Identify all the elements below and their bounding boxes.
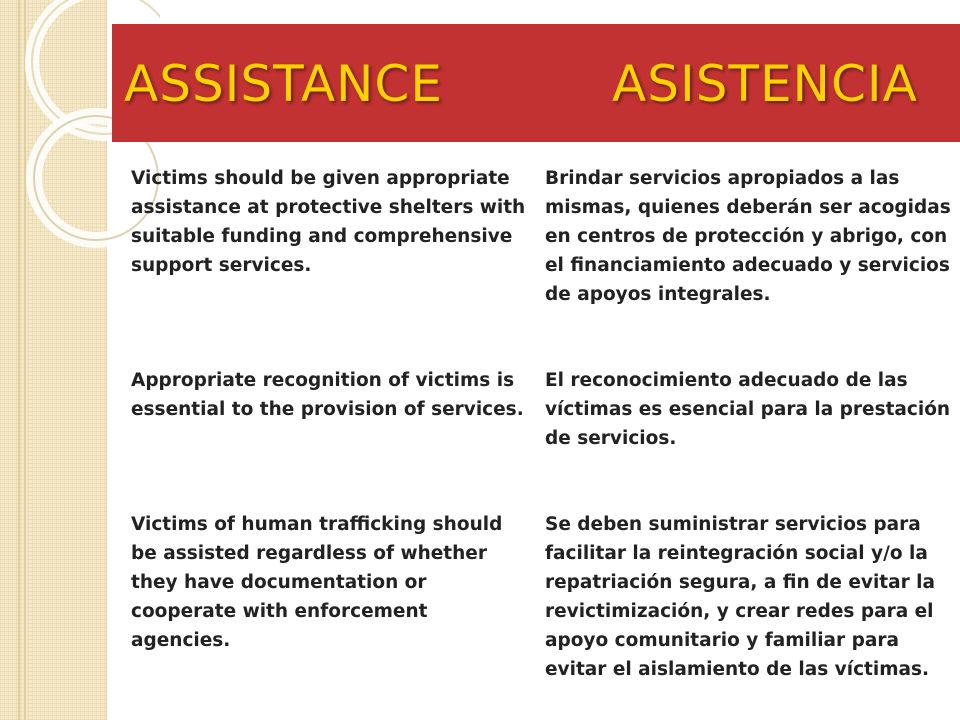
title-spanish: ASISTENCIA	[612, 55, 918, 113]
paragraph-english-3: Victims of human trafficking should be assisted regardless of whether they have documentation or cooperate with enforcement agencies.	[131, 514, 503, 651]
title-english: ASSISTANCE	[124, 55, 443, 113]
paragraph-spanish-3: Se deben suministrar servicios para facilitar la reintegración social y/o la repatriación segura, a fin de evitar la revictimización, y crear redes para el apoyo comunitario y familiar para evitar el aislamiento de las víctimas.	[545, 514, 936, 680]
paragraph-spanish-2: El reconocimiento adecuado de las víctimas es esencial para la prestación de servicios.	[545, 370, 951, 449]
paragraph-spanish-1: Brindar servicios apropiados a las mismas, quienes deberán ser acogidas en centros de protección y abrigo, con el financiamiento adecuado y servicios de apoyos integrales.	[545, 168, 951, 305]
paragraph-english-1: Victims should be given appropriate assistance at protective shelters with suitable funding and comprehensive support services.	[131, 168, 526, 276]
paragraph-english-2: Appropriate recognition of victims is essential to the provision of services.	[131, 370, 524, 420]
